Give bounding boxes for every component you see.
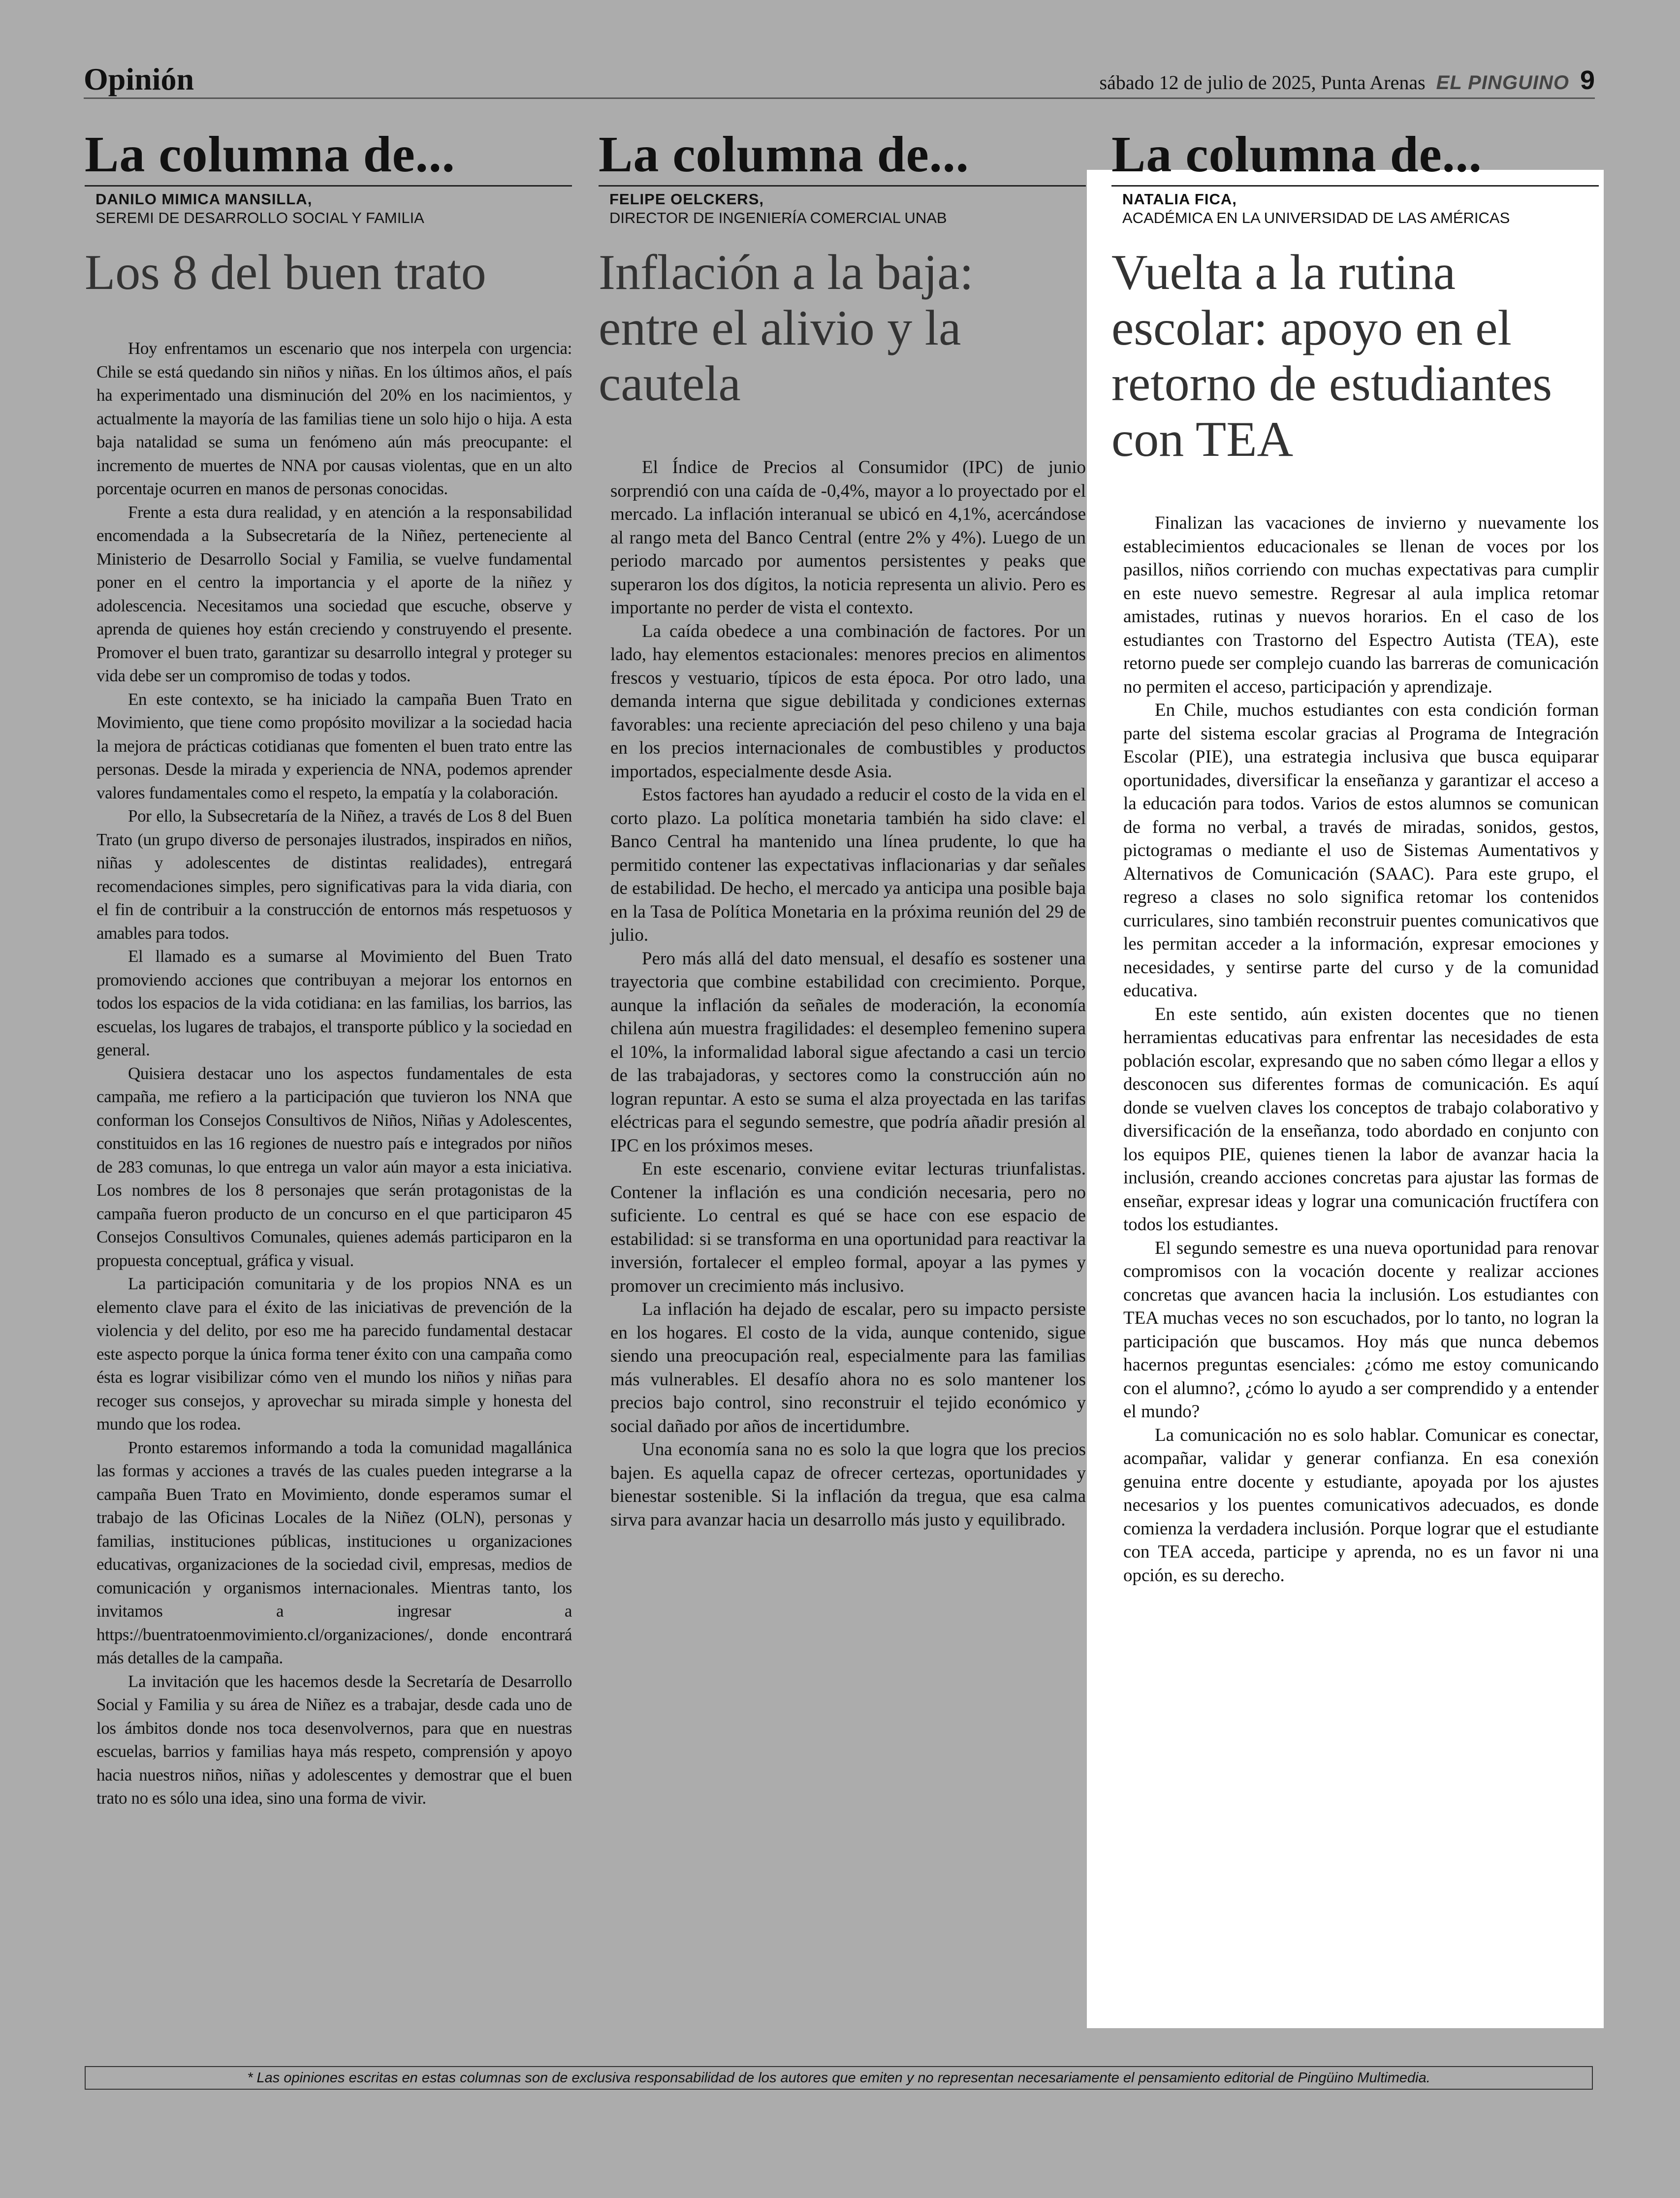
author-role: SEREMI DE DESARROLLO SOCIAL Y FAMILIA — [95, 209, 424, 226]
author-role: DIRECTOR DE INGENIERÍA COMERCIAL UNAB — [609, 209, 947, 226]
column-2 — [599, 126, 1086, 1531]
paragraph: La comunicación no es solo hablar. Comunicar es conectar, acompañar, validar y generar confianza. En esa conexión genuina entre docente y estudiante, apoyada por los ajustes necesarios y los puentes comunicativos adecuados, es donde comienza la verdadera inclusión. Porque lograr que el estudiante con TEA acceda, participe y aprenda, no es un favor ni una opción, es su derecho. — [1123, 1425, 1599, 1586]
paragraph: En este sentido, aún existen docentes que no tienen herramientas educativas para enfrentar las necesidades de esta población escolar, expresando que no saben cómo llegar a ellos y desconocen sus diferentes formas de comunicación. Es aquí donde se vuelven claves los conceptos de trabajo colaborativo y diversificación de la enseñanza, todo abordado en conjunto con los equipos PIE, quienes tienen la labor de avanzar hacia la inclusión, creando acciones concretas para ajustar las formas de enseñar, expresar ideas y lograr una comunicación fructífera con todos los estudiantes. — [1123, 1004, 1599, 1235]
section-name: Opinión — [84, 62, 194, 96]
paragraph: El Índice de Precios al Consumidor (IPC) de junio sorprendió con una caída de -0,4%, mayor a lo proyectado por el mercado. La inflación interanual se ubicó en 4,1%, acercándose al rango meta del Banco Central (entre 2% y 4%). Luego de un periodo marcado por aumentos persistentes y peaks que superaron los dos dígitos, la noticia representa un alivio. Pero es importante no perder de vista el contexto. — [610, 457, 1086, 618]
author-name: FELIPE OELCKERS, — [609, 191, 764, 208]
page-header — [84, 58, 1595, 99]
column-3 — [1111, 126, 1599, 1587]
article-body — [85, 337, 572, 1810]
paragraph: Frente a esta dura realidad, y en atención a la responsabilidad encomendada a la Subsecretaría de la Niñez, perteneciente al Ministerio de Desarrollo Social y Familia, se vuelve fundamental poner en el centro la importancia y el aporte de la niñez y adolescencia. Necesitamos una sociedad que escuche, observe y aprenda de quienes hoy están creciendo y construyendo el presente. Promover el buen trato, garantizar su desarrollo integral y proteger su vida debe ser un compromiso de todas y todos. — [96, 502, 572, 685]
issue-date: sábado 12 de julio de 2025, Punta Arenas — [1099, 71, 1426, 94]
author-name: DANILO MIMICA MANSILLA, — [95, 191, 313, 208]
kicker-rule — [85, 185, 572, 187]
article-title: Inflación a la baja: entre el alivio y la cautela — [599, 245, 974, 412]
author-role: ACADÉMICA EN LA UNIVERSIDAD DE LAS AMÉRICAS — [1122, 209, 1510, 226]
column-kicker: La columna de... — [1111, 126, 1482, 183]
disclaimer-footer: * Las opiniones escritas en estas columnas son de exclusiva responsabilidad de los autores que emiten y no representan necesariamente el pensamiento editorial de Pingüino Multimedia. — [85, 2066, 1593, 2090]
paragraph: En este contexto, se ha iniciado la campaña Buen Trato en Movimiento, que tiene como propósito movilizar a la sociedad hacia la mejora de prácticas cotidianas que fomenten el buen trato entre las personas. Desde la mirada y experiencia de NNA, podemos aprender valores fundamentales como el respeto, la empatía y la colaboración. — [96, 689, 572, 802]
newspaper-logo: EL PINGUINO — [1436, 72, 1569, 94]
paragraph: El segundo semestre es una nueva oportunidad para renovar compromisos con la vocación docente y realizar acciones concretas que avancen hacia la inclusión. Los estudiantes con TEA muchas veces no son escuchados, por lo tanto, no logran la participación que buscamos. Hoy más que nunca debemos hacernos preguntas esenciales: ¿cómo me estoy comunicando con el alumno?, ¿cómo lo ayudo a ser comprendido y a entender el mundo? — [1123, 1238, 1599, 1422]
paragraph: Estos factores han ayudado a reducir el costo de la vida en el corto plazo. La política monetaria también ha sido clave: el Banco Central ha mantenido una línea prudente, lo que ha permitido contener las expectativas inflacionarias y dar señales de estabilidad. De hecho, el mercado ya anticipa una posible baja en la Tasa de Política Monetaria en la próxima reunión del 29 de julio. — [610, 785, 1086, 945]
paragraph: La inflación ha dejado de escalar, pero su impacto persiste en los hogares. El costo de la vida, aunque contenido, sigue siendo una preocupación real, especialmente para las familias más vulnerables. El desafío ahora no es solo mantener los precios bajo control, sino reconstruir el tejido económico y social dañado por años de incertidumbre. — [610, 1299, 1086, 1436]
paragraph: La caída obedece a una combinación de factores. Por un lado, hay elementos estacionales: menores precios en alimentos frescos y vestuario, típicos de esta época. Por otro lado, una demanda interna que sigue debilitada y condiciones externas favorables: una reciente apreciación del peso chileno y una baja en los precios internacionales de combustibles y productos importados, especialmente desde Asia. — [610, 621, 1086, 782]
article-body — [1111, 511, 1599, 1587]
kicker-rule — [599, 185, 1086, 187]
paragraph: El llamado es a sumarse al Movimiento del Buen Trato promoviendo acciones que contribuyan a mejorar los entornos en todos los espacios de la vida cotidiana: en las familias, los barrios, las escuelas, los lugares de trabajos, el transporte público y la sociedad en general. — [96, 947, 572, 1059]
article-title: Vuelta a la rutina escolar: apoyo en el retorno de estudiantes con TEA — [1111, 245, 1553, 467]
paragraph: Pronto estaremos informando a toda la comunidad magallánica las formas y acciones a través de las cuales pueden integrarse a la campaña Buen Trato en Movimiento, donde esperamos sumar el trabajo de las Oficinas Locales de la Niñez (OLN), personas y familias, instituciones públicas, instituciones u organizaciones educativas, organizaciones de la sociedad civil, empresas, medios de comunicación y organismos internacionales. Mientras tanto, los invitamos a ingresar a https://buentratoenmovimiento.cl/organizaciones/, donde encontrará más detalles de la campaña. — [96, 1437, 572, 1667]
article-body — [599, 456, 1086, 1531]
paragraph: Hoy enfrentamos un escenario que nos interpela con urgencia: Chile se está quedando sin niños y niñas. En los últimos años, el país ha experimentado una disminución del 20% en los nacimientos, y actualmente la mayoría de las familias tiene un solo hijo o hija. A esta baja natalidad se suma un fenómeno aún más preocupante: el incremento de muertes de NNA por causas violentas, que en un alto porcentaje ocurren en manos de personas conocidas. — [96, 339, 572, 498]
paragraph: Una economía sana no es solo la que logra que los precios bajen. Es aquella capaz de ofrecer certezas, oportunidades y bienestar sostenible. Si la inflación da tregua, que esa calma sirva para avanzar hacia un desarrollo más justo y equilibrado. — [610, 1439, 1086, 1530]
author-name: NATALIA FICA, — [1122, 191, 1237, 208]
paragraph: Por ello, la Subsecretaría de la Niñez, a través de Los 8 del Buen Trato (un grupo diverso de personajes ilustrados, inspirados en niños, niñas y adolescentes de distintas realidades), entregará recomendaciones simples, pero significativas para la vida diaria, con el fin de contribuir a la construcción de entornos más respetuosos y amables para todos. — [96, 806, 572, 943]
kicker-rule — [1111, 185, 1599, 187]
paragraph: La participación comunitaria y de los propios NNA es un elemento clave para el éxito de las iniciativas de prevención de la violencia y del delito, por eso me ha parecido fundamental destacar este aspecto porque la única forma tener éxito con una campaña como ésta es lograr visibilizar cómo ven el mundo los niños y niñas para recoger sus consejos, y aprovechar su mirada simple y honesta del mundo que los rodea. — [96, 1274, 572, 1433]
column-kicker: La columna de... — [599, 126, 969, 183]
paragraph: Finalizan las vacaciones de invierno y nuevamente los establecimientos educacionales se llenan de voces por los pasillos, niños corriendo con muchas expectativas para cumplir en este nuevo semestre. Regresar al aula implica retomar amistades, rutinas y nuevos horarios. En el caso de los estudiantes con Trastorno del Espectro Autista (TEA), este retorno puede ser complejo cuando las barreras de comunicación no permiten el acceso, participación y aprendizaje. — [1123, 513, 1599, 697]
paragraph: Pero más allá del dato mensual, el desafío es sostener una trayectoria que combine estabilidad con crecimiento. Porque, aunque la inflación da señales de moderación, la economía chilena aún muestra fragilidades: el desempleo femenino supera el 10%, la informalidad laboral sigue afectando a casi un tercio de las trabajadoras, y sectores como la construcción aún no logran repuntar. A esto se suma el alza proyectada en las tarifas eléctricas para el segundo semestre, que podría añadir presión al IPC en los próximos meses. — [610, 948, 1086, 1156]
column-1 — [85, 126, 572, 1810]
paragraph: En Chile, muchos estudiantes con esta condición forman parte del sistema escolar gracias al Programa de Integración Escolar (PIE), una estrategia inclusiva que busca equiparar oportunidades, diversificar la enseñanza y garantizar el acceso a la educación para todos. Varios de estos alumnos se comunican de forma no verbal, a través de miradas, sonidos, gestos, pictogramas o mediante el uso de Sistemas Aumentativos y Alternativos de Comunicación (SAAC). Para este grupo, el regreso a clases no solo significa retomar los contenidos curriculares, sino también reconstruir puentes comunicativos que les permitan acceder a la información, expresar emociones y necesidades, y sentirse parte del curso y de la comunidad educativa. — [1123, 700, 1599, 1001]
paragraph: La invitación que les hacemos desde la Secretaría de Desarrollo Social y Familia y su área de Niñez es a trabajar, desde cada uno de los ámbitos donde nos toca desenvolvernos, para que en nuestras escuelas, barrios y familias haya más respeto, comprensión y apoyo hacia nuestros niños, niñas y adolescentes y demostrar que el buen trato no es sólo una idea, sino una forma de vivir. — [96, 1671, 572, 1808]
column-kicker: La columna de... — [85, 126, 455, 183]
header-meta — [1100, 65, 1595, 96]
article-title: Los 8 del buen trato — [85, 245, 486, 300]
page-number: 9 — [1580, 65, 1595, 95]
paragraph: Quisiera destacar uno los aspectos fundamentales de esta campaña, me refiero a la participación que tuvieron los NNA que conforman los Consejos Consultivos de Niños, Niñas y Adolescentes, constituidos en las 16 regiones de nuestro país e integrados por niños de 283 comunas, lo que entrega un valor aún mayor a esta iniciativa. Los nombres de los 8 personajes que serán protagonistas de la campaña fueron producto de un concurso en el que participaron 45 Consejos Consultivos Comunales, quienes además participaron en la propuesta conceptual, gráfica y visual. — [96, 1063, 572, 1270]
paragraph: En este escenario, conviene evitar lecturas triunfalistas. Contener la inflación es una condición necesaria, pero no suficiente. Lo central es qué se hace con ese espacio de estabilidad: si se transforma en una oportunidad para reactivar la inversión, fortalecer el empleo formal, apoyar a las pymes y promover un crecimiento más inclusivo. — [610, 1159, 1086, 1296]
